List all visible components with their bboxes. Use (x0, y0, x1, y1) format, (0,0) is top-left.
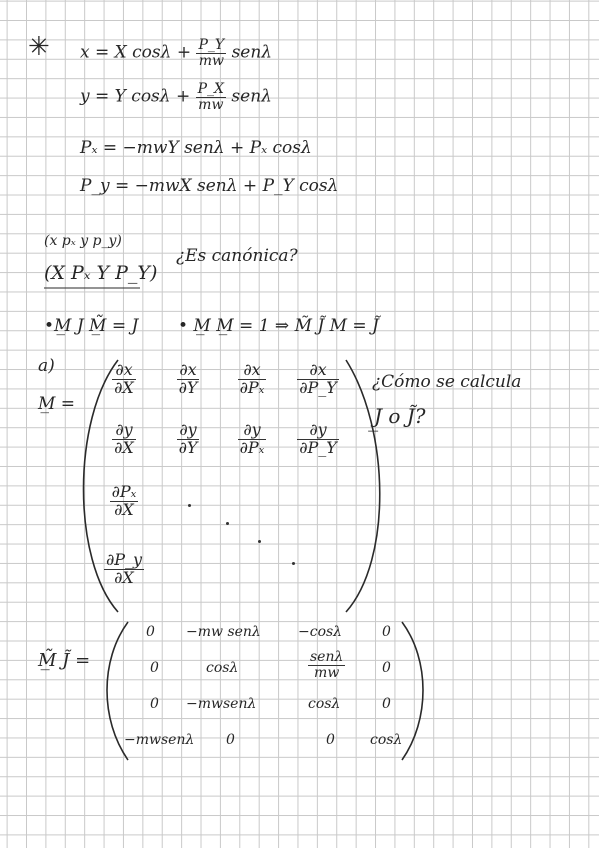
canonical-question: ¿Es canónica? (176, 246, 298, 266)
mj-r2c3-den: mw (314, 664, 340, 681)
mj-r2c3-num: senλ (310, 649, 344, 665)
m-r2c2-num: ∂y (177, 422, 200, 440)
m-r2c3-num: ∂y (238, 422, 267, 440)
m-r2c4-num: ∂y (297, 422, 339, 440)
mj-r4c1: −mwsenλ (124, 732, 195, 748)
side-note-line1: ¿Cómo se calcula (372, 372, 522, 392)
m-r2c2-den: ∂Y (178, 437, 198, 457)
eq-x-lhs: x = (80, 42, 110, 63)
m-r1c3-num: ∂x (238, 362, 267, 380)
m-r1c2 (158, 362, 218, 397)
mj-r3c2: −mwsenλ (186, 696, 257, 712)
condition-first: •M̲ J M̲̃ = J (44, 316, 139, 336)
m-r1c4-den: ∂P_Y (299, 377, 337, 397)
m-r1c1-num: ∂x (112, 362, 136, 380)
vars-small: (x pₓ y p_y) (44, 233, 122, 249)
vars-big: (X Pₓ Y P_Y) (44, 262, 158, 284)
mj-r2c4: 0 (382, 660, 391, 676)
eq-y-frac-num: P_X (197, 81, 224, 97)
eq-x-frac-den: mw (198, 52, 224, 69)
eq-y-term: Y cosλ + (114, 86, 191, 107)
m-r2c1-num: ∂y (112, 422, 136, 440)
m-r1c1-den: ∂X (114, 377, 134, 397)
m-r2c1 (94, 422, 154, 457)
mj-r1c1: 0 (146, 624, 155, 640)
mj-r4c3: 0 (326, 732, 335, 748)
side-note-line2: J̲ o J̃? (374, 404, 426, 428)
mj-r3c3: cosλ (308, 696, 341, 712)
mj-r2c2: cosλ (206, 660, 239, 676)
mj-r3c1: 0 (150, 696, 159, 712)
m-r2c1-den: ∂X (114, 437, 134, 457)
matrix-mj-right-paren (402, 622, 423, 760)
equation-y (80, 82, 272, 112)
m-r1c1 (94, 362, 154, 397)
mj-r1c4: 0 (382, 624, 391, 640)
equation-px: Pₓ = −mwY senλ + Pₓ cosλ (80, 138, 312, 158)
mj-r2c1: 0 (150, 660, 159, 676)
eq-x-tail: senλ (231, 42, 273, 63)
ellipsis-dot (188, 504, 191, 507)
m-r3c1-num: ∂Pₓ (111, 482, 137, 501)
m-r1c2-den: ∂Y (178, 377, 198, 397)
matrix-m-right-paren (346, 360, 380, 612)
m-r1c3-den: ∂Pₓ (239, 377, 265, 397)
m-r2c2 (158, 422, 218, 457)
m-r4c1-den: ∂X (114, 567, 134, 587)
m-r1c4 (288, 362, 348, 397)
m-r1c2-num: ∂x (177, 362, 200, 380)
m-r3c1-den: ∂X (114, 499, 134, 519)
mj-r4c4: cosλ (370, 732, 403, 748)
eq-y-frac-den: mw (198, 96, 224, 113)
eq-y-lhs: y = (80, 86, 110, 107)
m-r2c4 (288, 422, 348, 457)
mj-r4c2: 0 (226, 732, 235, 748)
eq-y-frac (196, 82, 226, 112)
m-r4c1-num: ∂P_y (105, 550, 143, 569)
equation-x (80, 38, 272, 68)
label-mj: M̲̃ J̃ = (38, 650, 91, 671)
m-r3c1 (94, 484, 154, 519)
m-r2c3 (222, 422, 282, 457)
mj-r1c2: −mw senλ (186, 624, 261, 640)
condition-second: • M̲ M̲ = 1 ⇒ M̃ J̃ M = J̃ (178, 316, 379, 336)
equation-py: P_y = −mwX senλ + P_Y cosλ (80, 176, 339, 196)
eq-x-frac (196, 38, 226, 68)
label-m: M̲ = (38, 394, 76, 414)
mj-r1c3: −cosλ (298, 624, 343, 640)
mj-r3c4: 0 (382, 696, 391, 712)
eq-y-tail: senλ (231, 86, 272, 107)
m-r1c4-num: ∂x (297, 362, 339, 380)
ellipsis-dot (258, 540, 261, 543)
eq-x-frac-num: P_Y (198, 37, 225, 53)
label-a: a) (38, 356, 55, 376)
m-r2c4-den: ∂P_Y (299, 437, 337, 457)
eq-x-term: X cosλ + (114, 42, 192, 63)
mj-r2c3 (308, 650, 345, 680)
ellipsis-dot (226, 522, 229, 525)
ellipsis-dot (292, 562, 295, 565)
m-r2c3-den: ∂Pₓ (239, 437, 265, 457)
m-r4c1 (94, 552, 154, 587)
m-r1c3 (222, 362, 282, 397)
star-icon: ✳ (28, 32, 50, 62)
